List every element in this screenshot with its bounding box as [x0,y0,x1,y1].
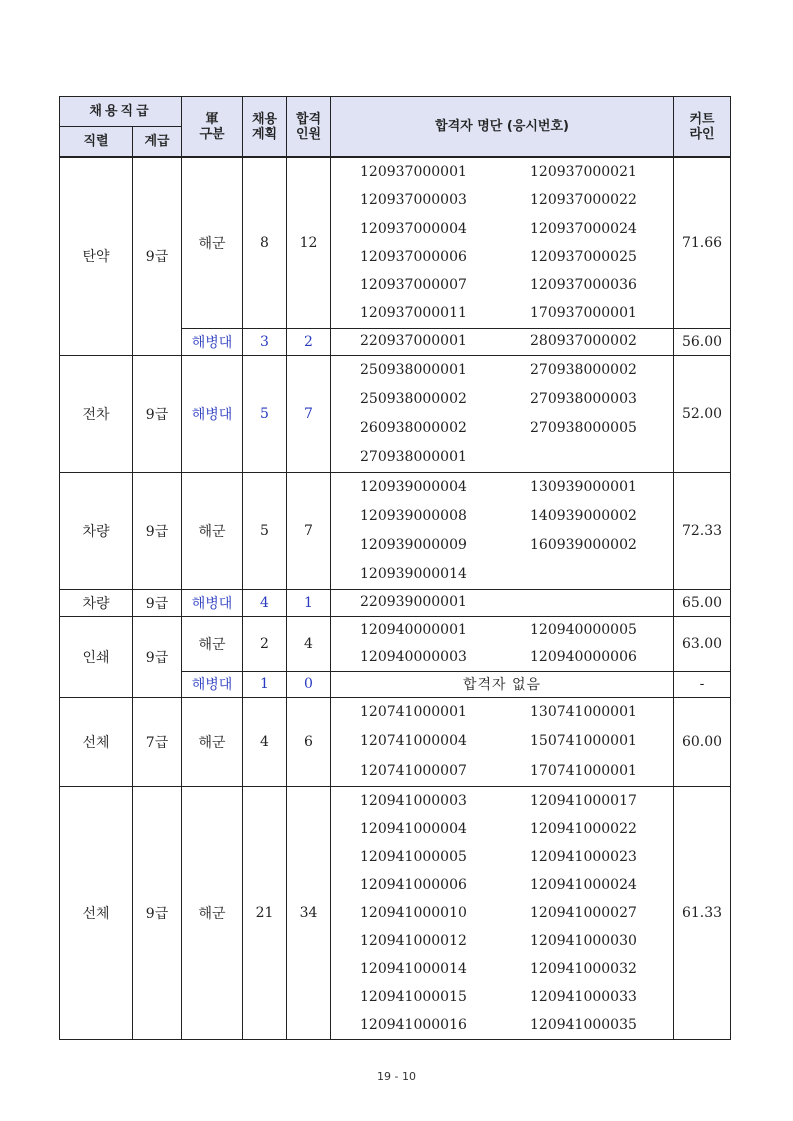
grade-cell: 9급 [133,472,182,589]
applicant-id [530,560,700,589]
applicant-id: 120940000001 [360,621,467,638]
applicant-id: 120940000006 [530,648,637,665]
military-cell: 해병대 [182,355,243,472]
passed-cell: 4 [287,616,331,671]
header-plan-line1: 채용 [251,111,278,127]
applicant-id: 120937000024 [530,220,637,237]
applicant-id [530,590,700,615]
applicant-id: 220937000001 [360,333,467,350]
applicant-id: 120941000006 [360,877,467,893]
job-series-cell: 전차 [60,355,133,472]
applicant-id: 170937000001 [530,305,637,322]
plan-cell: 4 [243,589,287,616]
military-cell: 해군 [182,616,243,671]
grade-cell: 7급 [133,697,182,786]
military-cell: 해병대 [182,328,243,355]
applicant-id: 120939000014 [360,565,467,582]
applicant-id: 120941000035 [530,1017,637,1033]
applicant-id: 270938000001 [360,448,467,465]
plan-cell: 5 [243,355,287,472]
applicant-id: 120937000036 [530,277,637,294]
job-series-cell: 탄약 [60,157,133,355]
applicant-id: 120940000003 [360,648,467,665]
applicant-id: 120941000033 [530,989,637,1005]
applicant-id: 120937000006 [360,248,467,265]
job-series-cell: 차량 [60,472,133,589]
header-military-line2: 구분 [199,126,225,142]
ids-cell [331,157,674,328]
header-passed-line2: 인원 [295,126,322,142]
cutoff-cell: 52.00 [674,355,731,472]
table-row [60,472,731,589]
applicant-id: 260938000002 [360,419,467,436]
header-military-line1: 軍 [205,111,219,127]
grade-cell: 9급 [133,355,182,472]
cutoff-cell: 60.00 [674,697,731,786]
plan-cell: 8 [243,157,287,328]
passed-cell: 2 [287,328,331,355]
applicant-id: 120941000016 [360,1017,467,1033]
military-cell: 해병대 [182,671,243,697]
military-cell: 해군 [182,472,243,589]
military-cell: 해병대 [182,589,243,616]
passed-cell: 1 [287,589,331,616]
applicant-id: 120941000015 [360,989,467,1005]
applicant-id: 120937000011 [360,305,467,322]
applicant-id: 130939000001 [530,478,637,495]
header-job-series: 직렬 [60,127,133,158]
header-plan-line2: 계획 [251,126,278,142]
cutoff-cell: 65.00 [674,589,731,616]
applicant-id: 120941000014 [360,961,467,977]
no-passers-text: 합격자 없음 [331,671,674,697]
cutoff-cell: 71.66 [674,157,731,328]
applicant-id: 120741000004 [360,733,467,750]
applicant-id: 120941000024 [530,877,637,893]
passed-cell: 0 [287,671,331,697]
applicant-id: 220939000001 [360,594,467,611]
grade-cell: 9급 [133,787,182,1040]
table-row [60,787,731,1040]
plan-cell: 4 [243,697,287,786]
ids-cell [331,787,674,1040]
cutoff-cell: 72.33 [674,472,731,589]
applicant-id: 270938000003 [530,390,637,407]
job-series-cell: 선체 [60,787,133,1040]
applicant-id: 120937000025 [530,248,637,265]
passed-cell: 7 [287,472,331,589]
table-row [60,616,731,671]
military-cell: 해군 [182,697,243,786]
header-cutoff-line2: 라인 [689,126,715,142]
plan-cell: 5 [243,472,287,589]
applicant-id: 120941000017 [530,793,637,809]
ids-cell [331,355,674,472]
ids-cell [331,472,674,589]
job-series-cell: 차량 [60,589,133,616]
applicant-id: 120941000027 [530,905,637,921]
passed-cell: 6 [287,697,331,786]
header-passers-title: 합격자 명단 (응시번호) [331,97,674,158]
applicant-id: 120937000004 [360,220,467,237]
job-series-cell: 선체 [60,697,133,786]
page-number: 19 - 10 [377,1070,416,1083]
applicant-id: 120941000005 [360,849,467,865]
military-cell: 해군 [182,157,243,328]
header-passed [287,97,331,158]
ids-cell [331,616,674,671]
applicant-id [530,443,700,472]
applicant-id: 120937000001 [360,164,467,180]
plan-cell: 3 [243,328,287,355]
applicant-id: 120741000007 [360,762,467,779]
ids-cell [331,697,674,786]
applicant-id: 150741000001 [530,733,637,750]
header-grade: 계급 [133,127,182,158]
applicant-id: 120937000003 [360,192,467,209]
header-cutoff [674,97,731,158]
military-cell: 해군 [182,787,243,1040]
applicant-id: 120937000021 [530,164,637,180]
applicant-id: 120940000005 [530,621,637,638]
applicant-id: 120941000004 [360,821,467,837]
applicant-id: 120941000012 [360,933,467,949]
grade-cell: 9급 [133,589,182,616]
applicant-id: 120941000003 [360,793,467,809]
applicant-id: 160939000002 [530,536,637,553]
applicant-id: 120941000010 [360,905,467,921]
table-row [60,157,731,328]
applicant-id: 120741000001 [360,703,467,720]
table-row [60,697,731,786]
table-row [60,355,731,472]
plan-cell: 1 [243,671,287,697]
applicant-id: 270938000005 [530,419,637,436]
applicant-id: 280937000002 [530,333,637,350]
applicant-id: 120941000030 [530,933,637,949]
cutoff-cell: 56.00 [674,328,731,355]
header-passed-line1: 합격 [295,111,322,127]
applicant-id: 170741000001 [530,762,637,779]
header-recruit-grade: 채용직급 [60,97,182,127]
applicant-id: 120941000032 [530,961,637,977]
applicant-id: 130741000001 [530,703,637,720]
plan-cell: 21 [243,787,287,1040]
ids-cell [331,328,674,355]
passed-cell: 34 [287,787,331,1040]
passers-table [59,96,731,1040]
applicant-id: 120939000008 [360,507,467,524]
applicant-id: 120937000007 [360,277,467,294]
grade-cell: 9급 [133,616,182,697]
cutoff-cell: 61.33 [674,787,731,1040]
header-cutoff-line1: 커트 [689,111,715,127]
applicant-id: 250938000002 [360,390,467,407]
header-plan [243,97,287,158]
grade-cell: 9급 [133,157,182,355]
applicant-id: 140939000002 [530,507,637,524]
applicant-id: 120939000009 [360,536,467,553]
applicant-id: 250938000001 [360,361,467,378]
applicant-id: 270938000002 [530,361,637,378]
cutoff-cell: - [674,671,731,697]
applicant-id: 120941000023 [530,849,637,865]
header-military [182,97,243,158]
ids-cell [331,589,674,616]
applicant-id: 120937000022 [530,192,637,209]
passed-cell: 7 [287,355,331,472]
applicant-id: 120939000004 [360,478,467,495]
job-series-cell: 인쇄 [60,616,133,697]
plan-cell: 2 [243,616,287,671]
table-row [60,589,731,616]
passed-cell: 12 [287,157,331,328]
applicant-id: 120941000022 [530,821,637,837]
cutoff-cell: 63.00 [674,616,731,671]
